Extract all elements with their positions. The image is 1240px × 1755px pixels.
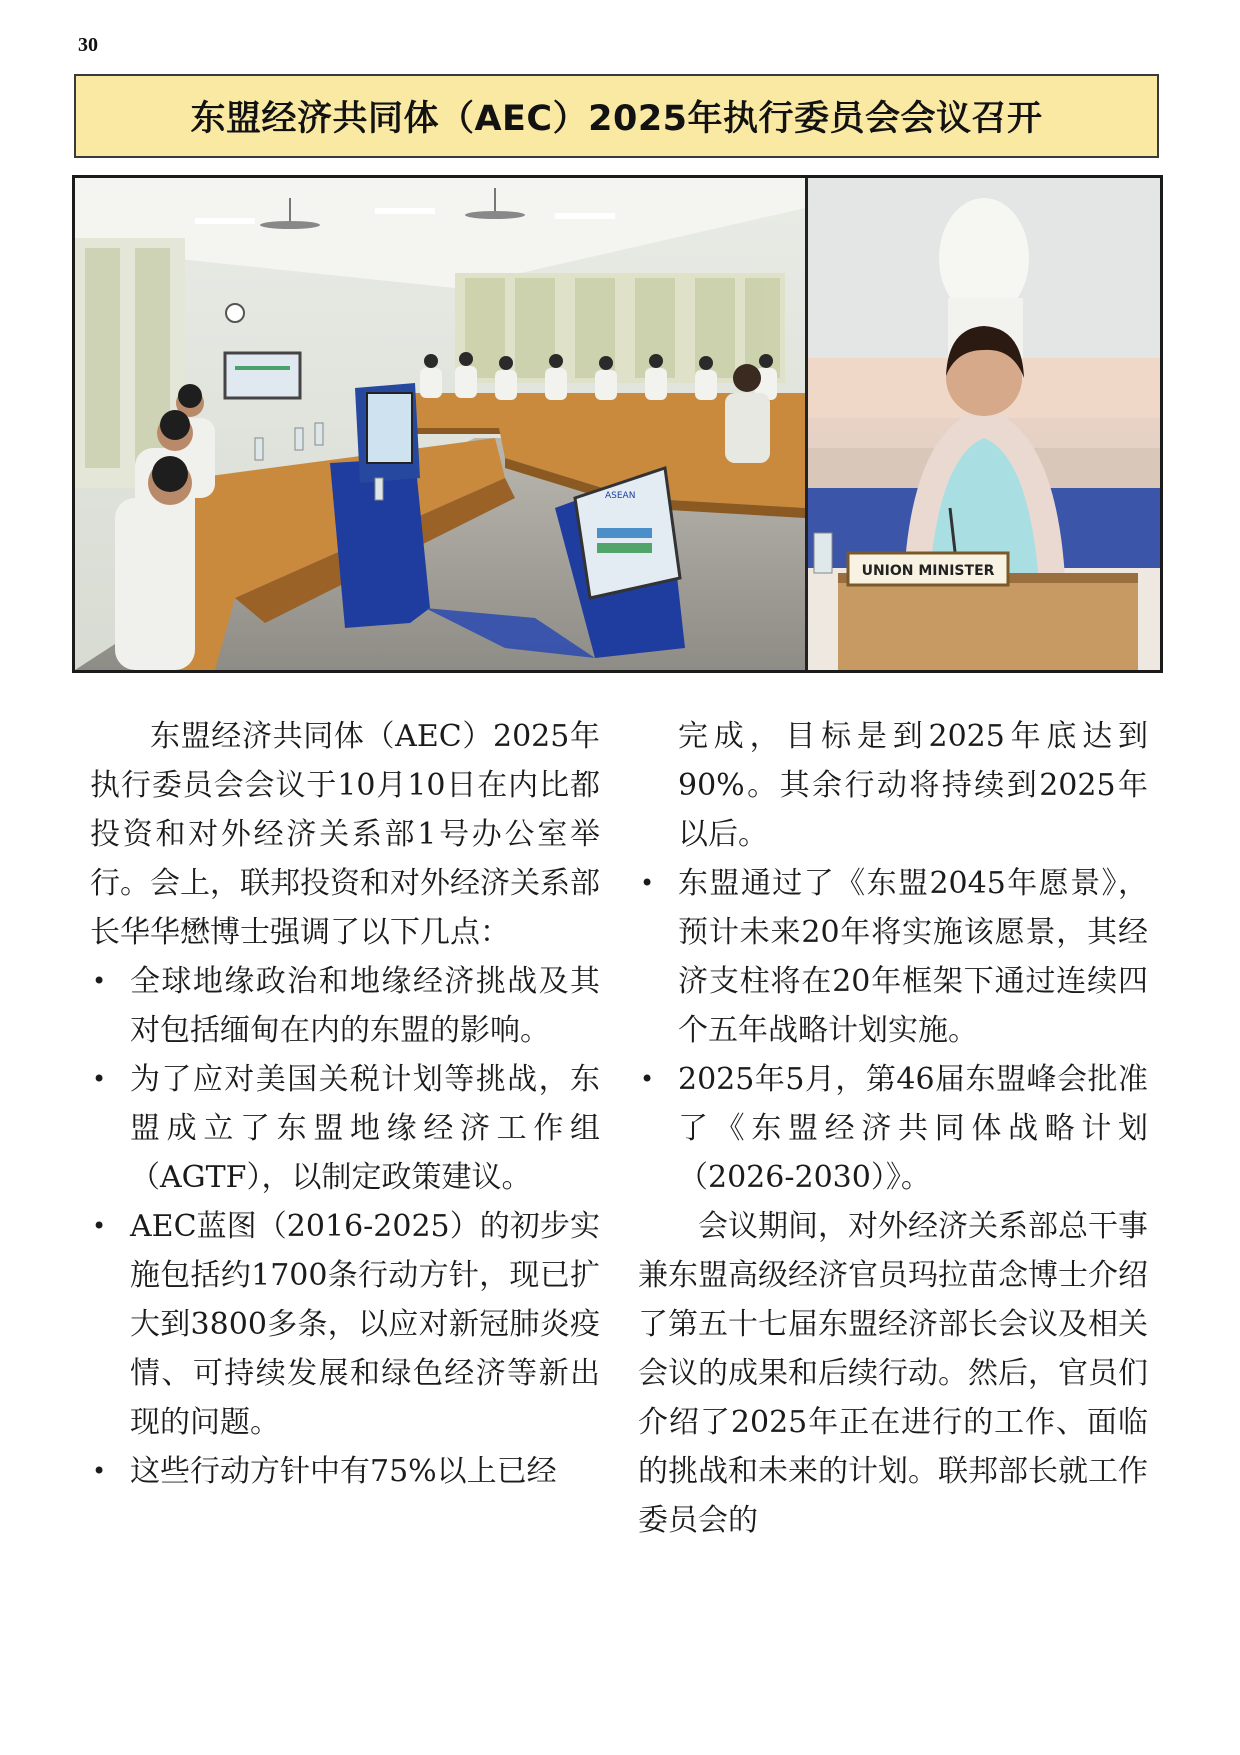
headline: 东盟经济共同体（AEC）2025年执行委员会会议召开 xyxy=(190,99,1043,139)
nameplate-text: UNION MINISTER xyxy=(861,563,995,579)
bullet-text: AEC蓝图（2016-2025）的初步实施包括约1700条行动方针，现已扩大到3800多条，以应对新冠肺炎疫情、可持续发展和绿色经济等新出现的问题。 xyxy=(130,1209,600,1440)
bullet-item xyxy=(90,1202,600,1447)
bullet-dot: • xyxy=(92,1065,107,1093)
bullet-dot: • xyxy=(640,1065,655,1093)
bullet-dot: • xyxy=(640,869,655,897)
slide-title: ASEAN xyxy=(605,491,636,501)
bullet-continuation xyxy=(638,712,1148,859)
bullet-dot: • xyxy=(92,1457,107,1485)
bullet-text: 全球地缘政治和地缘经济挑战及其对包括缅甸在内的东盟的影响。 xyxy=(130,964,600,1048)
photo-frame xyxy=(72,175,1163,673)
bullet-text: 为了应对美国关税计划等挑战，东盟成立了东盟地缘经济工作组（AGTF），以制定政策建议。 xyxy=(130,1062,600,1195)
meeting-room-photo xyxy=(75,178,805,670)
article-column-left xyxy=(90,712,600,1496)
page-number: 30 xyxy=(78,34,98,56)
bullet-text: 2025年5月，第46届东盟峰会批准了《东盟经济共同体战略计划（2026-2030）》。 xyxy=(678,1062,1148,1195)
bullet-item xyxy=(638,1055,1148,1202)
bullet-text: 这些行动方针中有75%以上已经 xyxy=(130,1454,557,1489)
bullet-dot: • xyxy=(92,967,107,995)
bullet-dot: • xyxy=(92,1212,107,1240)
bullet-text: 东盟通过了《东盟2045年愿景》，预计未来20年将实施该愿景，其经济支柱将在20年框架下通过连续四个五年战略计划实施。 xyxy=(678,866,1148,1048)
bullet-text: 完成，目标是到2025年底达到90%。其余行动将持续到2025年以后。 xyxy=(678,719,1148,852)
headline-banner xyxy=(74,74,1159,158)
bullet-item xyxy=(638,859,1148,1055)
bullet-item xyxy=(90,1055,600,1202)
bullet-item xyxy=(90,957,600,1055)
intro-paragraph: 东盟经济共同体（AEC）2025年执行委员会会议于10月10日在内比都投资和对外经济关系部1号办公室举行。会上，联邦投资和对外经济关系部长华华懋博士强调了以下几点： xyxy=(90,719,600,950)
closing-paragraph: 会议期间，对外经济关系部总干事兼东盟高级经济官员玛拉苗念博士介绍了第五十七届东盟经济部长会议及相关会议的成果和后续行动。然后，官员们介绍了2025年正在进行的工作、面临的挑战和未来的计划。联邦部长就工作委员会的 xyxy=(638,1209,1148,1538)
minister-speaking-photo xyxy=(808,178,1160,670)
bullet-item xyxy=(90,1447,600,1496)
article-column-right xyxy=(638,712,1148,1545)
